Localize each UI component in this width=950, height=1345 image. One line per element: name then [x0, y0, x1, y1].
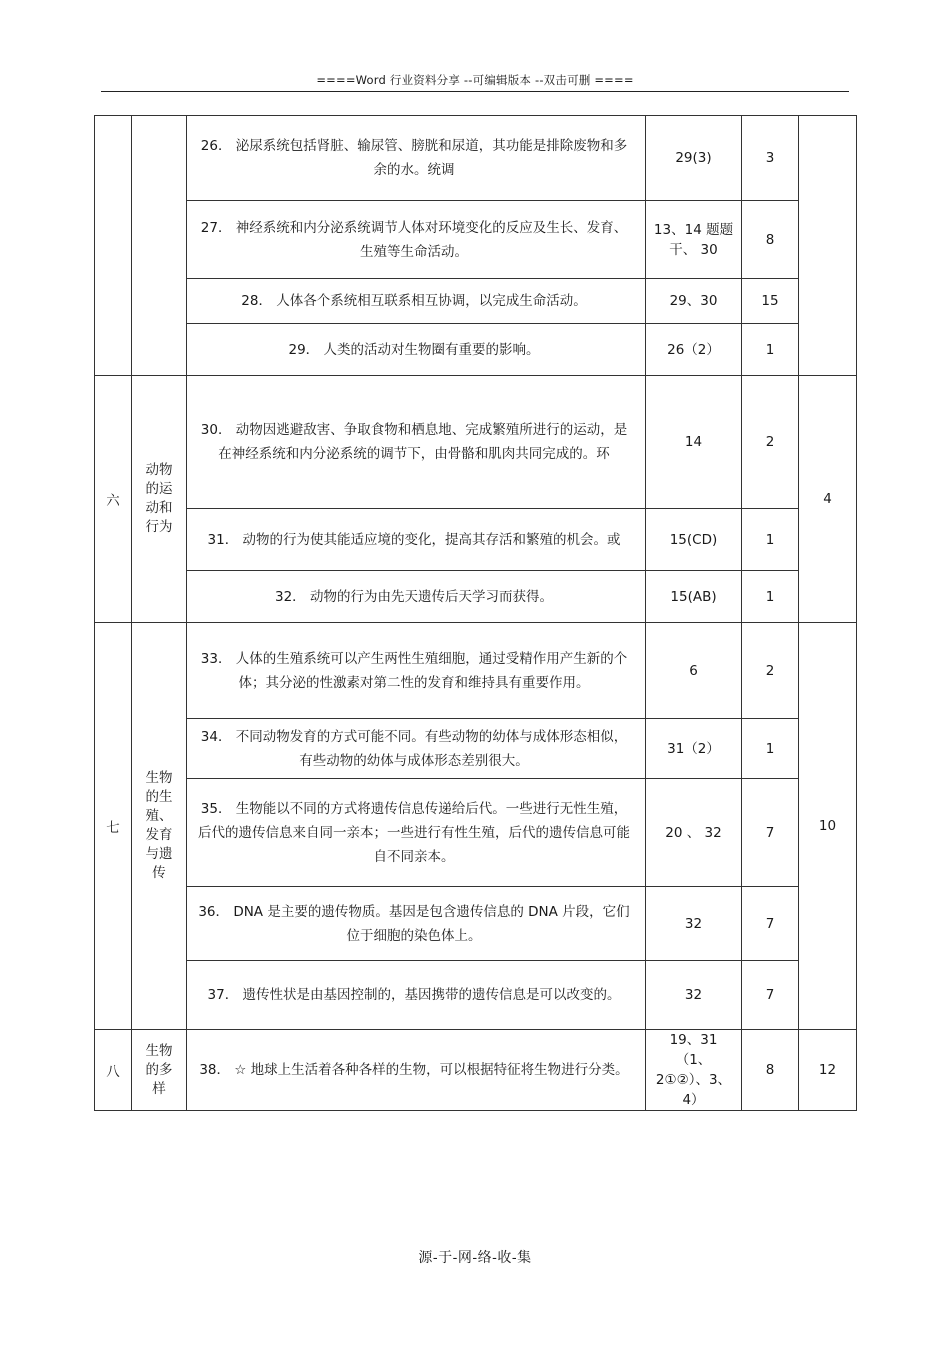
- total-cell: 12: [799, 1030, 857, 1111]
- item-cell: 14: [646, 376, 742, 509]
- score-cell: 3: [742, 116, 799, 201]
- total-cell: 4: [799, 376, 857, 623]
- item-cell: 20 、 32: [646, 779, 742, 887]
- curriculum-table: [94, 115, 857, 1111]
- score-cell: 7: [742, 887, 799, 961]
- standard-cell: 31． 动物的行为使其能适应境的变化，提高其存活和繁殖的机会。或: [187, 509, 646, 571]
- standard-cell: 29． 人类的活动对生物圈有重要的影响。: [187, 324, 646, 376]
- standard-cell: 30． 动物因逃避敌害、争取食物和栖息地、完成繁殖所进行的运动，是在神经系统和内分泌系统的调节下，由骨骼和肌肉共同完成的。环: [187, 376, 646, 509]
- score-cell: 8: [742, 1030, 799, 1111]
- topic-cell: 生物的生殖、发育与遗传: [132, 623, 187, 1030]
- score-cell: 7: [742, 779, 799, 887]
- item-cell: 29(3): [646, 116, 742, 201]
- page-footer: 源-于-网-络-收-集: [418, 1250, 532, 1266]
- score-cell: 2: [742, 376, 799, 509]
- standard-cell: 38． ☆ 地球上生活着各种各样的生物，可以根据特征将生物进行分类。: [187, 1030, 646, 1111]
- unit-cell: 八: [95, 1030, 132, 1111]
- item-cell: 31（2）: [646, 719, 742, 779]
- score-cell: 1: [742, 324, 799, 376]
- item-cell: 19、31（1、2①②）、3、4）: [646, 1030, 742, 1111]
- unit-cell: [95, 116, 132, 376]
- standard-cell: 26． 泌尿系统包括肾脏、输尿管、膀胱和尿道，其功能是排除废物和多余的水。统调: [187, 116, 646, 201]
- item-cell: 32: [646, 887, 742, 961]
- header-rule: [101, 91, 849, 92]
- page-header: ====Word 行业资料分享 --可编辑版本 --双击可删 ====: [316, 73, 634, 87]
- table-row: [95, 376, 857, 509]
- table-row: [95, 116, 857, 201]
- score-cell: 1: [742, 571, 799, 623]
- table-row: [95, 779, 857, 887]
- topic-cell: [132, 116, 187, 376]
- total-cell: 10: [799, 623, 857, 1030]
- standard-cell: 37． 遗传性状是由基因控制的，基因携带的遗传信息是可以改变的。: [187, 961, 646, 1030]
- topic-cell: 动物的运动和行为: [132, 376, 187, 623]
- item-cell: 29、30: [646, 279, 742, 324]
- score-cell: 1: [742, 509, 799, 571]
- standard-cell: 28． 人体各个系统相互联系相互协调，以完成生命活动。: [187, 279, 646, 324]
- item-cell: 26（2）: [646, 324, 742, 376]
- table-row: [95, 623, 857, 719]
- table-row: [95, 887, 857, 961]
- item-cell: 13、14 题题干、 30: [646, 201, 742, 279]
- table-row: [95, 201, 857, 279]
- table-row: [95, 279, 857, 324]
- table-row: [95, 571, 857, 623]
- item-cell: 15(CD): [646, 509, 742, 571]
- score-cell: 15: [742, 279, 799, 324]
- standard-cell: 32． 动物的行为由先天遗传后天学习而获得。: [187, 571, 646, 623]
- score-cell: 7: [742, 961, 799, 1030]
- standard-cell: 34． 不同动物发育的方式可能不同。有些动物的幼体与成体形态相似，有些动物的幼体与成体形态差别很大。: [187, 719, 646, 779]
- table-row: [95, 961, 857, 1030]
- table-row: [95, 509, 857, 571]
- table-row: [95, 719, 857, 779]
- item-cell: 32: [646, 961, 742, 1030]
- score-cell: 1: [742, 719, 799, 779]
- standard-cell: 33． 人体的生殖系统可以产生两性生殖细胞，通过受精作用产生新的个体；其分泌的性激素对第二性的发育和维持具有重要作用。: [187, 623, 646, 719]
- standard-cell: 35． 生物能以不同的方式将遗传信息传递给后代。一些进行无性生殖，后代的遗传信息来自同一亲本；一些进行有性生殖，后代的遗传信息可能自不同亲本。: [187, 779, 646, 887]
- standard-cell: 36． DNA 是主要的遗传物质。基因是包含遗传信息的 DNA 片段，它们位于细胞的染色体上。: [187, 887, 646, 961]
- total-cell: [799, 116, 857, 376]
- table-row: [95, 1030, 857, 1111]
- score-cell: 8: [742, 201, 799, 279]
- score-cell: 2: [742, 623, 799, 719]
- item-cell: 15(AB): [646, 571, 742, 623]
- unit-cell: 七: [95, 623, 132, 1030]
- unit-cell: 六: [95, 376, 132, 623]
- table-row: [95, 324, 857, 376]
- standard-cell: 27． 神经系统和内分泌系统调节人体对环境变化的反应及生长、发育、生殖等生命活动。: [187, 201, 646, 279]
- topic-cell: 生物的多样: [132, 1030, 187, 1111]
- item-cell: 6: [646, 623, 742, 719]
